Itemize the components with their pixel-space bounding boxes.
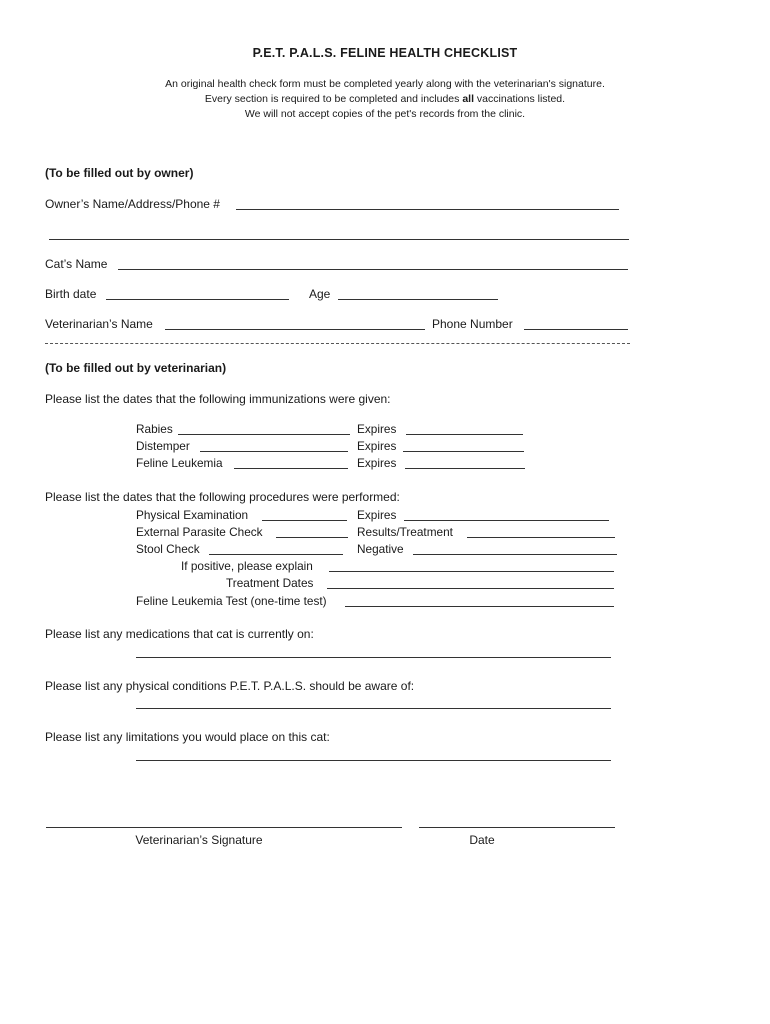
vet-name-label: Veterinarian’s Name	[45, 317, 153, 331]
distemper-expires-field[interactable]	[403, 451, 524, 452]
intro-line-1: An original health check form must be completed yearly along with the veterinarian's signature.	[165, 78, 605, 90]
feline-leukemia-expires-label: Expires	[357, 456, 397, 470]
vet-signature-field[interactable]	[46, 827, 402, 828]
leukemia-test-label: Feline Leukemia Test (one-time test)	[136, 594, 327, 608]
if-positive-field[interactable]	[329, 571, 614, 572]
birth-date-label: Birth date	[45, 287, 97, 301]
cat-name-field[interactable]	[118, 269, 628, 270]
parasite-check-date-field[interactable]	[276, 537, 348, 538]
limitations-field[interactable]	[136, 760, 611, 761]
rabies-label: Rabies	[136, 422, 173, 436]
phone-number-label: Phone Number	[432, 317, 513, 331]
distemper-label: Distemper	[136, 439, 190, 453]
distemper-expires-label: Expires	[357, 439, 397, 453]
age-label: Age	[309, 287, 331, 301]
intro-line-2-bold: all	[462, 93, 475, 105]
limitations-prompt: Please list any limitations you would place on this cat:	[45, 730, 330, 744]
intro-line-3: We will not accept copies of the pet's records from the clinic.	[244, 108, 526, 120]
feline-leukemia-expires-field[interactable]	[405, 468, 525, 469]
intro-line-2-pre: Every section is required to be completed and includes	[204, 93, 463, 105]
procedures-prompt: Please list the dates that the following procedures were performed:	[45, 490, 400, 504]
if-positive-label: If positive, please explain	[181, 559, 313, 573]
treatment-dates-label: Treatment Dates	[226, 576, 314, 590]
phone-number-field[interactable]	[524, 329, 628, 330]
rabies-date-field[interactable]	[178, 434, 350, 435]
physical-exam-date-field[interactable]	[262, 520, 347, 521]
birth-date-field[interactable]	[106, 299, 289, 300]
parasite-check-label: External Parasite Check	[136, 525, 263, 539]
vet-section-heading: (To be filled out by veterinarian)	[45, 361, 227, 375]
signature-date-field[interactable]	[419, 827, 615, 828]
intro-line-2-post: vaccinations listed.	[474, 93, 566, 105]
negative-label: Negative	[357, 542, 404, 556]
feline-leukemia-label: Feline Leukemia	[136, 456, 223, 470]
treatment-dates-field[interactable]	[327, 588, 614, 589]
owner-info-field-line-2[interactable]	[49, 239, 629, 240]
leukemia-test-field[interactable]	[345, 606, 614, 607]
intro-line-2	[0, 93, 770, 105]
feline-leukemia-date-field[interactable]	[234, 468, 348, 469]
distemper-date-field[interactable]	[200, 451, 348, 452]
results-treatment-field[interactable]	[467, 537, 615, 538]
immunizations-prompt: Please list the dates that the following immunizations were given:	[45, 392, 391, 406]
physical-exam-expires-label: Expires	[357, 508, 397, 522]
age-field[interactable]	[338, 299, 498, 300]
rabies-expires-field[interactable]	[406, 434, 523, 435]
rabies-expires-label: Expires	[357, 422, 397, 436]
owner-info-label: Owner’s Name/Address/Phone #	[45, 197, 220, 211]
medications-prompt: Please list any medications that cat is currently on:	[45, 627, 314, 641]
signature-date-label: Date	[469, 833, 495, 847]
stool-check-label: Stool Check	[136, 542, 200, 556]
owner-info-field[interactable]	[236, 209, 619, 210]
negative-field[interactable]	[413, 554, 617, 555]
physical-exam-expires-field[interactable]	[404, 520, 609, 521]
vet-name-field[interactable]	[165, 329, 425, 330]
owner-section-heading: (To be filled out by owner)	[45, 166, 194, 180]
conditions-prompt: Please list any physical conditions P.E.T. P.A.L.S. should be aware of:	[45, 679, 415, 693]
stool-check-date-field[interactable]	[209, 554, 343, 555]
conditions-field[interactable]	[136, 708, 611, 709]
medications-field[interactable]	[136, 657, 611, 658]
physical-exam-label: Physical Examination	[136, 508, 249, 522]
cat-name-label: Cat’s Name	[45, 257, 108, 271]
results-treatment-label: Results/Treatment	[357, 525, 453, 539]
section-divider	[45, 343, 630, 344]
form-title: P.E.T. P.A.L.S. FELINE HEALTH CHECKLIST	[252, 46, 518, 60]
vet-signature-label: Veterinarian’s Signature	[135, 833, 263, 847]
